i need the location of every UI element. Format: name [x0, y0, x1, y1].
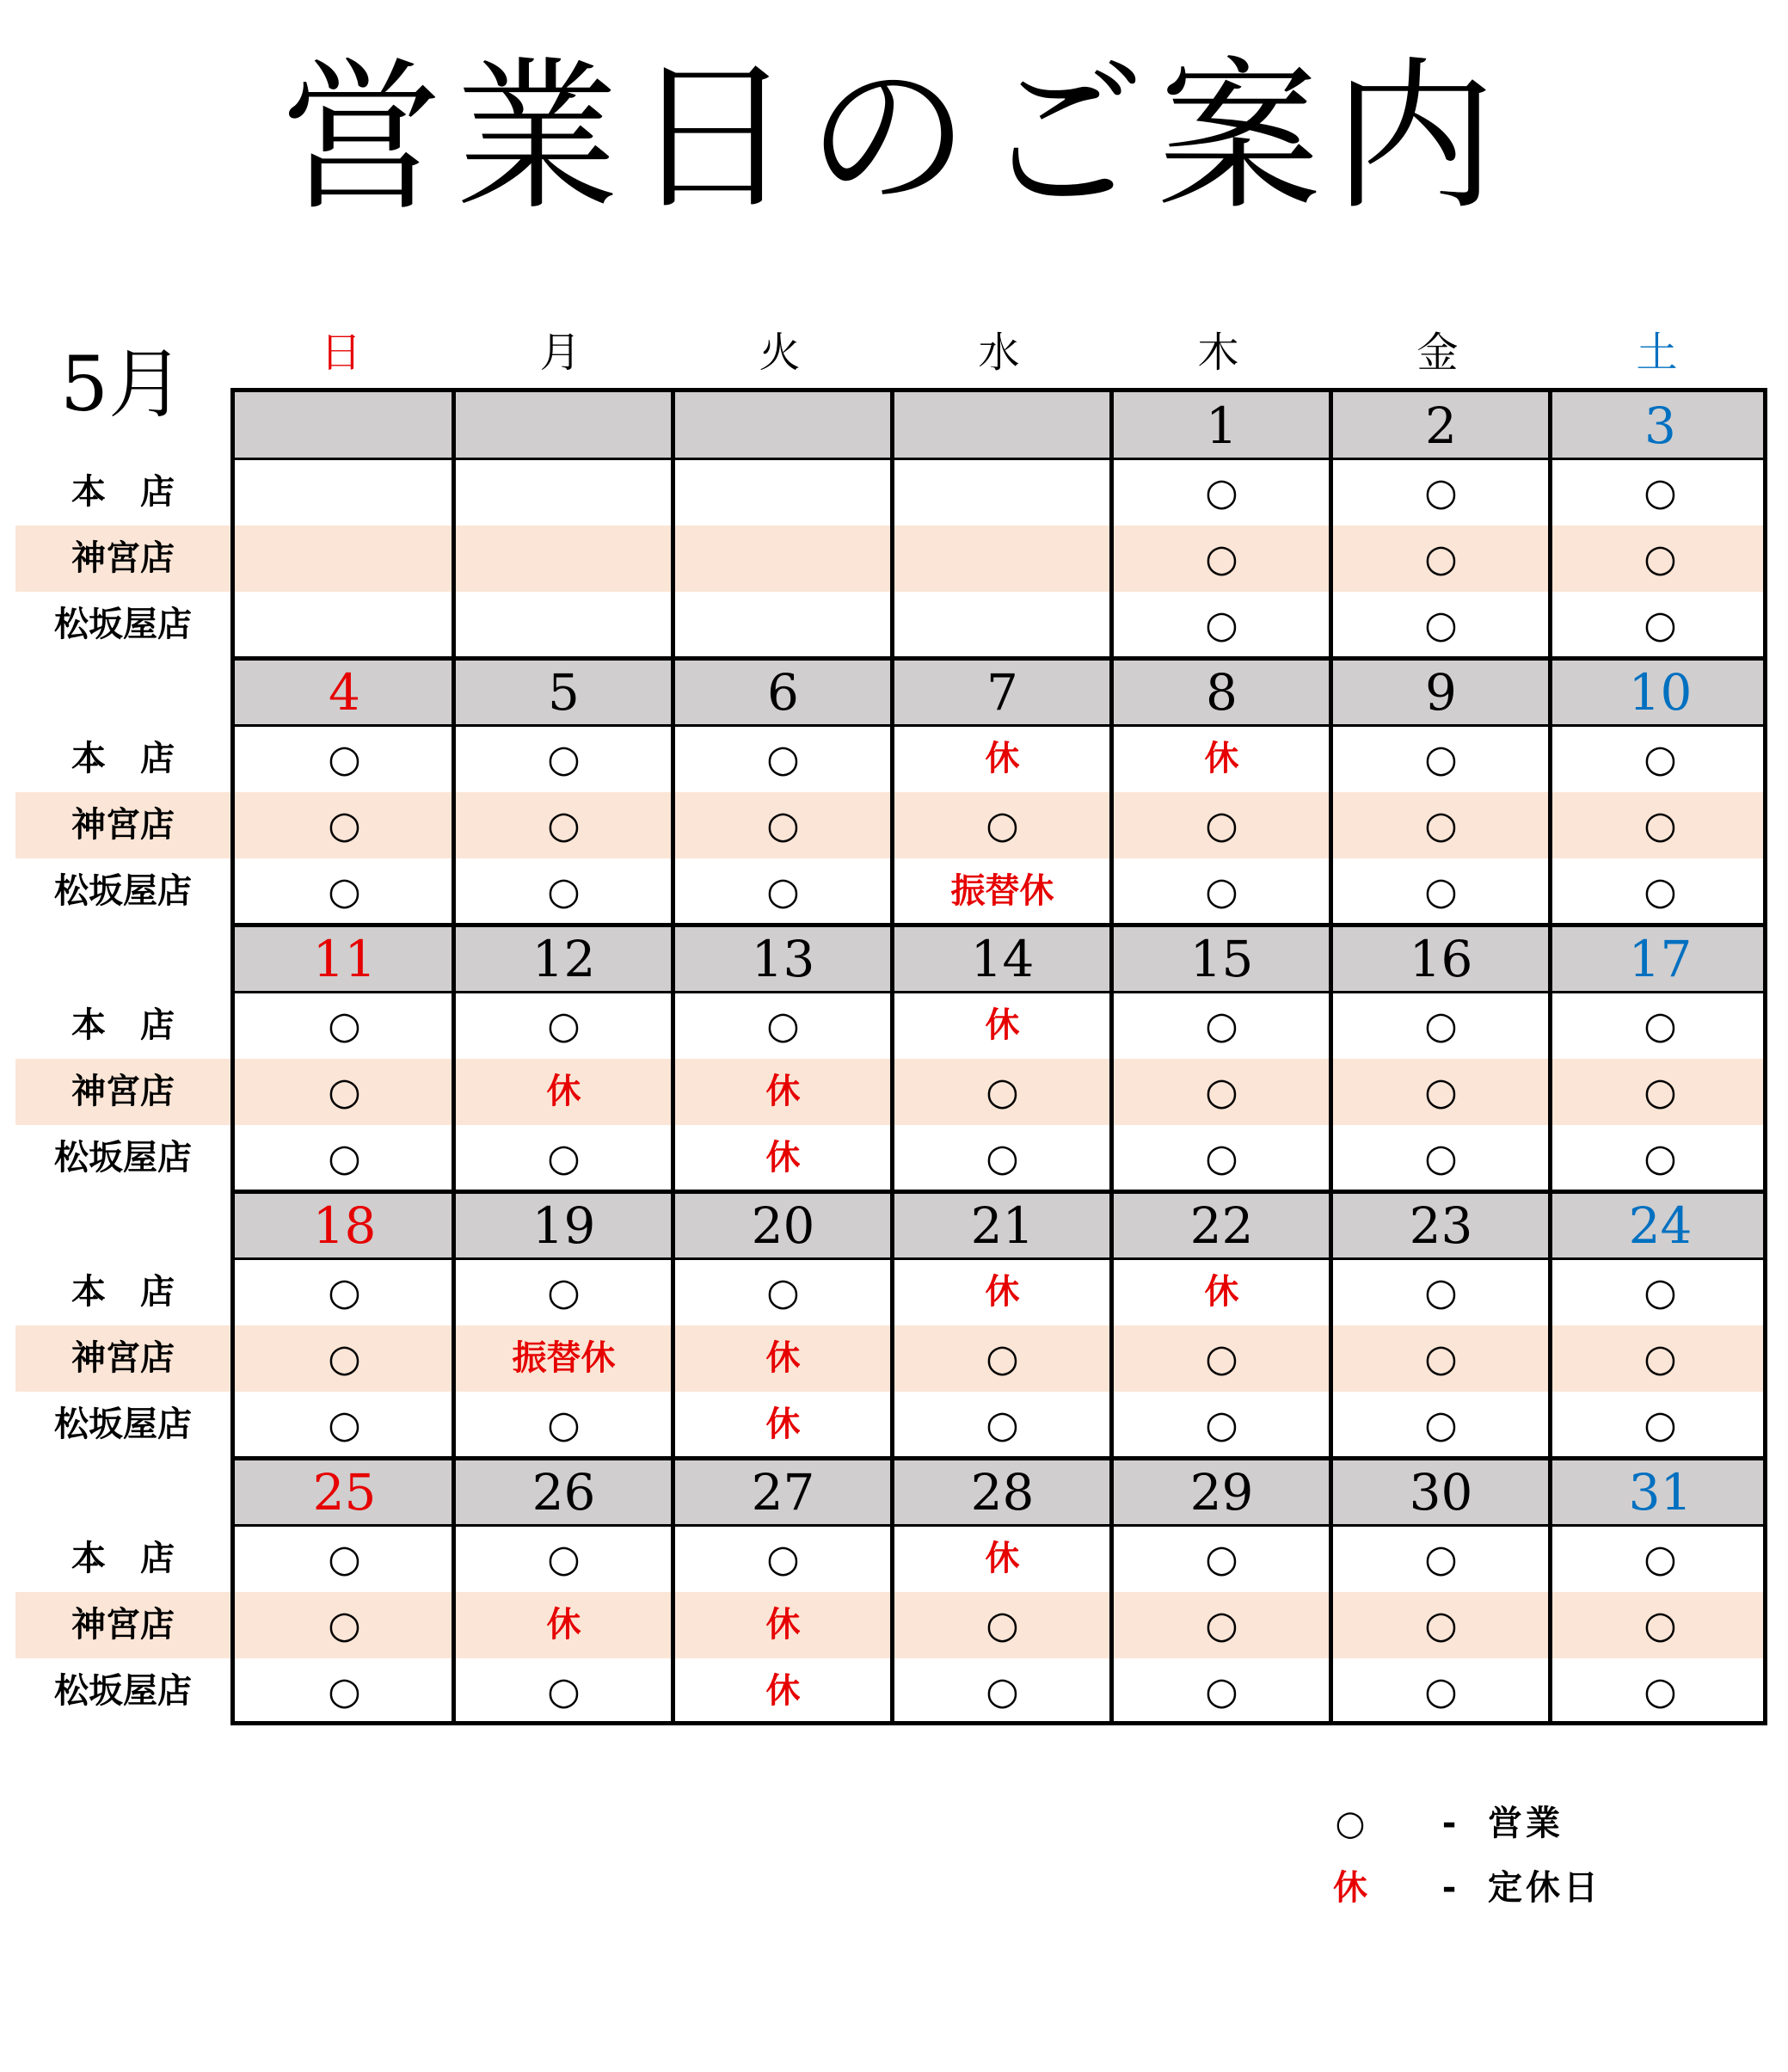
open-mark: ○: [328, 1136, 361, 1180]
page-title: 営業日のご案内: [280, 42, 1508, 232]
open-mark: ○: [1424, 1004, 1458, 1048]
date-number: 26: [531, 1463, 596, 1522]
open-mark: ○: [328, 1070, 361, 1114]
week-divider: [235, 1456, 1763, 1460]
date-number: 23: [1409, 1196, 1473, 1255]
open-mark: ○: [1424, 1270, 1458, 1314]
open-mark: ○: [1205, 537, 1238, 581]
store-label: 神宮店: [71, 805, 175, 845]
open-mark: ○: [1424, 1669, 1458, 1713]
day-name-0: 日: [320, 329, 362, 377]
open-mark: ○: [328, 803, 361, 847]
closed-mark: 休: [546, 1072, 581, 1111]
open-mark: ○: [986, 1337, 1019, 1380]
date-number: 22: [1189, 1196, 1254, 1255]
date-number: 12: [531, 930, 596, 988]
closed-mark: 休: [546, 1605, 581, 1645]
day-name-5: 金: [1416, 329, 1459, 377]
open-mark: ○: [1205, 603, 1238, 647]
open-mark: ○: [1644, 1337, 1677, 1380]
closed-mark: 休: [985, 739, 1020, 778]
open-mark: ○: [1205, 1603, 1238, 1647]
closed-mark: 休: [1204, 739, 1239, 778]
open-mark: ○: [1205, 1337, 1238, 1380]
date-number: 19: [531, 1196, 596, 1255]
legend-row: [1320, 1793, 1664, 1854]
empty-cell: [454, 592, 673, 658]
date-number: 18: [312, 1196, 377, 1255]
open-mark: ○: [328, 1603, 361, 1647]
date-number: 17: [1628, 930, 1693, 988]
legend-symbol: ○: [1335, 1804, 1366, 1843]
date-number: 31: [1628, 1463, 1693, 1522]
open-mark: ○: [1424, 1603, 1458, 1647]
open-mark: ○: [547, 1136, 581, 1180]
open-mark: ○: [1644, 1270, 1677, 1314]
store-label: 松坂屋店: [54, 1671, 192, 1711]
open-mark: ○: [1644, 603, 1677, 647]
store-label: 松坂屋店: [54, 871, 192, 911]
open-mark: ○: [1644, 803, 1677, 847]
empty-cell: [235, 459, 454, 526]
day-name-row: [231, 323, 1768, 383]
date-number: 28: [970, 1463, 1035, 1522]
open-mark: ○: [1644, 470, 1677, 514]
open-mark: ○: [1424, 870, 1458, 913]
open-mark: ○: [986, 1603, 1019, 1647]
open-mark: ○: [328, 1403, 361, 1447]
store-label: 本 店: [71, 1272, 175, 1312]
header-divider: [235, 991, 1763, 993]
open-mark: ○: [1644, 870, 1677, 913]
column-divider: [671, 392, 675, 1721]
open-mark: ○: [1424, 603, 1458, 647]
open-mark: ○: [547, 1270, 581, 1314]
column-divider: [1109, 392, 1114, 1721]
open-mark: ○: [547, 1004, 581, 1048]
open-mark: ○: [986, 1070, 1019, 1114]
closed-mark: 振替休: [950, 871, 1054, 911]
open-mark: ○: [766, 1270, 800, 1314]
day-name-1: 月: [539, 329, 581, 377]
open-mark: ○: [547, 737, 581, 781]
open-mark: ○: [1205, 1004, 1238, 1048]
empty-cell: [454, 459, 673, 526]
open-mark: ○: [766, 870, 800, 913]
date-number: 27: [751, 1463, 815, 1522]
open-mark: ○: [986, 803, 1019, 847]
open-mark: ○: [1205, 1537, 1238, 1581]
date-number: 14: [970, 930, 1035, 988]
store-label: 神宮店: [71, 538, 175, 578]
open-mark: ○: [1644, 1070, 1677, 1114]
open-mark: ○: [1424, 470, 1458, 514]
open-mark: ○: [1205, 803, 1238, 847]
header-divider: [235, 1257, 1763, 1260]
date-number: 15: [1189, 930, 1254, 988]
date-number: 3: [1644, 397, 1676, 455]
open-mark: ○: [328, 1004, 361, 1048]
open-mark: ○: [766, 803, 800, 847]
open-mark: ○: [547, 803, 581, 847]
empty-cell: [235, 526, 454, 592]
date-number: 9: [1425, 663, 1457, 722]
empty-cell: [235, 592, 454, 658]
date-number: [893, 392, 1112, 459]
date-number: 13: [751, 930, 815, 988]
date-number: 25: [312, 1463, 377, 1522]
open-mark: ○: [328, 1270, 361, 1314]
header-divider: [235, 1524, 1763, 1527]
date-number: 20: [751, 1196, 815, 1255]
closed-mark: 休: [765, 1138, 801, 1177]
open-mark: ○: [986, 1403, 1019, 1447]
open-mark: ○: [1424, 737, 1458, 781]
date-number: 1: [1206, 397, 1238, 455]
closed-mark: 休: [1204, 1272, 1239, 1312]
open-mark: ○: [1644, 737, 1677, 781]
open-mark: ○: [328, 870, 361, 913]
open-mark: ○: [1644, 537, 1677, 581]
day-name-4: 木: [1197, 329, 1239, 377]
open-mark: ○: [547, 1669, 581, 1713]
open-mark: ○: [547, 870, 581, 913]
closed-mark: 休: [765, 1671, 801, 1711]
header-divider: [235, 724, 1763, 727]
week-divider: [235, 923, 1763, 927]
day-name-6: 土: [1636, 329, 1678, 377]
date-number: 7: [986, 663, 1018, 722]
open-mark: ○: [1205, 1136, 1238, 1180]
open-mark: ○: [766, 1537, 800, 1581]
date-number: [673, 392, 893, 459]
open-mark: ○: [1424, 1537, 1458, 1581]
open-mark: ○: [1644, 1669, 1677, 1713]
open-mark: ○: [766, 737, 800, 781]
open-mark: ○: [1424, 1136, 1458, 1180]
open-mark: ○: [328, 1669, 361, 1713]
store-label: 本 店: [71, 472, 175, 512]
empty-cell: [893, 526, 1112, 592]
date-number: 4: [329, 663, 360, 722]
legend-text: 定休日: [1488, 1868, 1601, 1908]
store-label: 神宮店: [71, 1072, 175, 1111]
legend-dash: -: [1441, 1804, 1457, 1843]
empty-cell: [893, 592, 1112, 658]
open-mark: ○: [1644, 1537, 1677, 1581]
store-label: 松坂屋店: [54, 605, 192, 644]
open-mark: ○: [1644, 1004, 1677, 1048]
closed-mark: 振替休: [512, 1338, 616, 1378]
open-mark: ○: [1424, 1337, 1458, 1380]
open-mark: ○: [1644, 1603, 1677, 1647]
date-number: 8: [1206, 663, 1238, 722]
store-label: 神宮店: [71, 1338, 175, 1378]
open-mark: ○: [547, 1403, 581, 1447]
store-label: 松坂屋店: [54, 1405, 192, 1444]
column-divider: [890, 392, 894, 1721]
empty-cell: [673, 592, 893, 658]
calendar-grid: [230, 388, 1767, 1725]
open-mark: ○: [1205, 870, 1238, 913]
date-number: 10: [1628, 663, 1693, 722]
open-mark: ○: [1644, 1136, 1677, 1180]
closed-mark: 休: [765, 1072, 801, 1111]
open-mark: ○: [1424, 537, 1458, 581]
open-mark: ○: [1205, 470, 1238, 514]
open-mark: ○: [986, 1136, 1019, 1180]
open-mark: ○: [1205, 1669, 1238, 1713]
empty-cell: [893, 459, 1112, 526]
open-mark: ○: [328, 1537, 361, 1581]
date-number: 30: [1409, 1463, 1473, 1522]
date-number: 24: [1628, 1196, 1693, 1255]
column-divider: [452, 392, 456, 1721]
empty-cell: [673, 526, 893, 592]
open-mark: ○: [328, 1337, 361, 1380]
closed-mark: 休: [985, 1539, 1020, 1578]
week-divider: [235, 656, 1763, 661]
date-number: 29: [1189, 1463, 1254, 1522]
date-number: 2: [1425, 397, 1457, 455]
closed-mark: 休: [765, 1405, 801, 1444]
date-number: 21: [970, 1196, 1035, 1255]
open-mark: ○: [986, 1669, 1019, 1713]
empty-cell: [673, 459, 893, 526]
date-number: [454, 392, 673, 459]
day-name-2: 火: [759, 329, 801, 377]
legend-text: 営業: [1488, 1804, 1564, 1843]
legend-symbol: 休: [1333, 1868, 1367, 1908]
date-number: 5: [548, 663, 580, 722]
open-mark: ○: [1424, 1070, 1458, 1114]
day-name-3: 水: [978, 329, 1020, 377]
closed-mark: 休: [985, 1272, 1020, 1312]
store-label: 神宮店: [71, 1605, 175, 1645]
closed-mark: 休: [765, 1605, 801, 1645]
legend-row: [1320, 1858, 1664, 1918]
store-label: 本 店: [71, 1539, 175, 1578]
store-label: 松坂屋店: [54, 1138, 192, 1177]
closed-mark: 休: [985, 1005, 1020, 1045]
open-mark: ○: [1644, 1403, 1677, 1447]
empty-cell: [454, 526, 673, 592]
store-label: 本 店: [71, 739, 175, 778]
week-divider: [235, 1190, 1763, 1194]
open-mark: ○: [1424, 1403, 1458, 1447]
open-mark: ○: [547, 1537, 581, 1581]
open-mark: ○: [1205, 1403, 1238, 1447]
date-number: 6: [767, 663, 799, 722]
store-label: 本 店: [71, 1005, 175, 1045]
column-divider: [1329, 392, 1333, 1721]
date-number: [235, 392, 454, 459]
open-mark: ○: [1424, 803, 1458, 847]
legend-dash: -: [1441, 1868, 1457, 1908]
month-label: 5月: [60, 340, 184, 428]
date-number: 11: [312, 930, 377, 988]
closed-mark: 休: [765, 1338, 801, 1378]
open-mark: ○: [766, 1004, 800, 1048]
column-divider: [1548, 392, 1552, 1721]
open-mark: ○: [328, 737, 361, 781]
header-divider: [235, 458, 1763, 460]
open-mark: ○: [1205, 1070, 1238, 1114]
date-number: 16: [1409, 930, 1473, 988]
